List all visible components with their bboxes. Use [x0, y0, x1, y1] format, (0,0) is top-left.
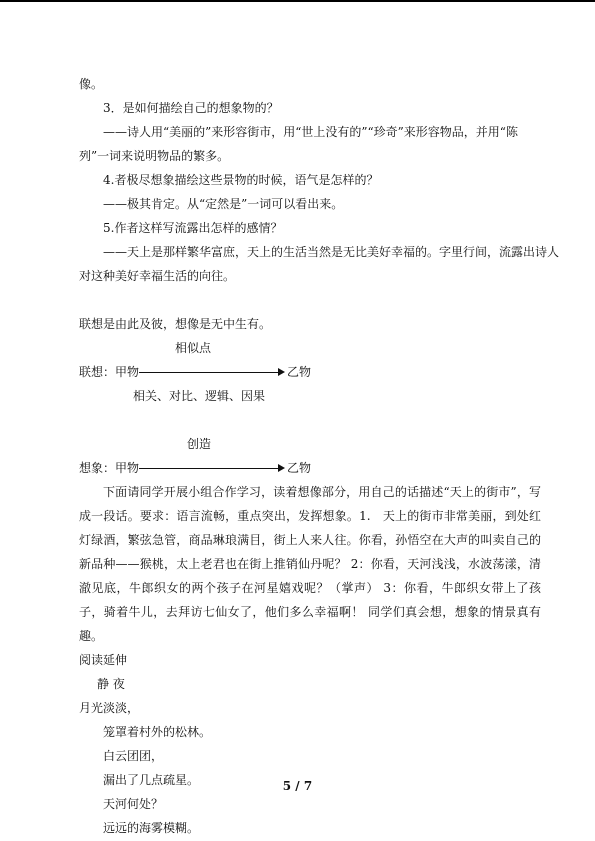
answer-5-line-1: ——天上是那样繁华富庶，天上的生活当然是无比美好幸福的。字里行间，流露出诗人 — [103, 245, 560, 259]
answer-3-line-1: ——诗人用“美丽的”来形容街市，用“世上没有的”“珍奇”来形容物品，并用“陈 — [103, 125, 518, 139]
answer-3-line-2: 列”一词来说明物品的繁多。 — [79, 149, 230, 163]
definition-line: 联想是由此及彼，想像是无中生有。 — [79, 317, 272, 331]
exercise-paragraph: 下面请同学开展小组合作学习，读着想像部分，用自己的话描述“天上的街市”，写成一段话。要求：语言流畅，重点突出，发挥想象。1. 天上的街市非常美丽，到处红灯绿酒，繁弦急管，商品琳琅满目，街上人来人往。你看，孙悟空在大声的叫卖自己的新品种——猴桃，太上老君也在街上推销仙丹呢？ 2：你看，天河浅浅，水波荡漾，清澈见底，牛郎织女的两个孩子在河星嬉戏呢？（掌声） 3：你看，牛郎织女带上了孩子，骑着牛儿，去拜访七仙女了，他们多么幸福啊！ 同学们真会想，想象的情景真有趣。 — [79, 485, 541, 643]
poem-line: 白云团团， — [103, 749, 164, 763]
diagram-bottom-label: 相关、对比、逻辑、因果 — [133, 389, 266, 403]
association-diagram — [79, 336, 541, 408]
imagination-diagram — [79, 432, 541, 480]
page-number: 5 / 7 — [282, 779, 313, 793]
diagram-right-label: 乙物 — [287, 365, 312, 379]
answer-5-line-2: 对这种美好幸福生活的向往。 — [79, 269, 236, 283]
diagram-top-label: 相似点 — [175, 341, 212, 355]
diagram-top-label: 创造 — [187, 437, 212, 451]
diagram-left-label: 想象：甲物 — [79, 461, 140, 475]
poem-title: 静 夜 — [97, 677, 125, 691]
right-arrow-icon — [139, 360, 285, 384]
poem-line: 天河何处？ — [103, 797, 164, 811]
reading-heading: 阅读延伸 — [79, 653, 128, 667]
question-3: 3．是如何描绘自己的想象物的？ — [103, 101, 279, 115]
question-5: 5.作者这样写流露出怎样的感情？ — [103, 221, 283, 235]
poem-line: 漏出了几点疏星。 — [103, 773, 200, 787]
right-arrow-icon — [139, 456, 285, 480]
text-line: 像。 — [79, 77, 104, 91]
poem-line: 远远的海雾模糊。 — [103, 821, 200, 835]
answer-4: ——极其肯定。从“定然是”一词可以看出来。 — [103, 197, 344, 211]
diagram-right-label: 乙物 — [287, 461, 312, 475]
poem-first-line: 月光淡淡， — [79, 701, 140, 715]
poem-line: 笼罩着村外的松林。 — [103, 725, 212, 739]
diagram-left-label: 联想：甲物 — [79, 365, 140, 379]
top-rule — [0, 0, 595, 2]
page-content — [79, 72, 560, 840]
question-4: 4.者极尽想象描绘这些景物的时候，语气是怎样的？ — [103, 173, 379, 187]
